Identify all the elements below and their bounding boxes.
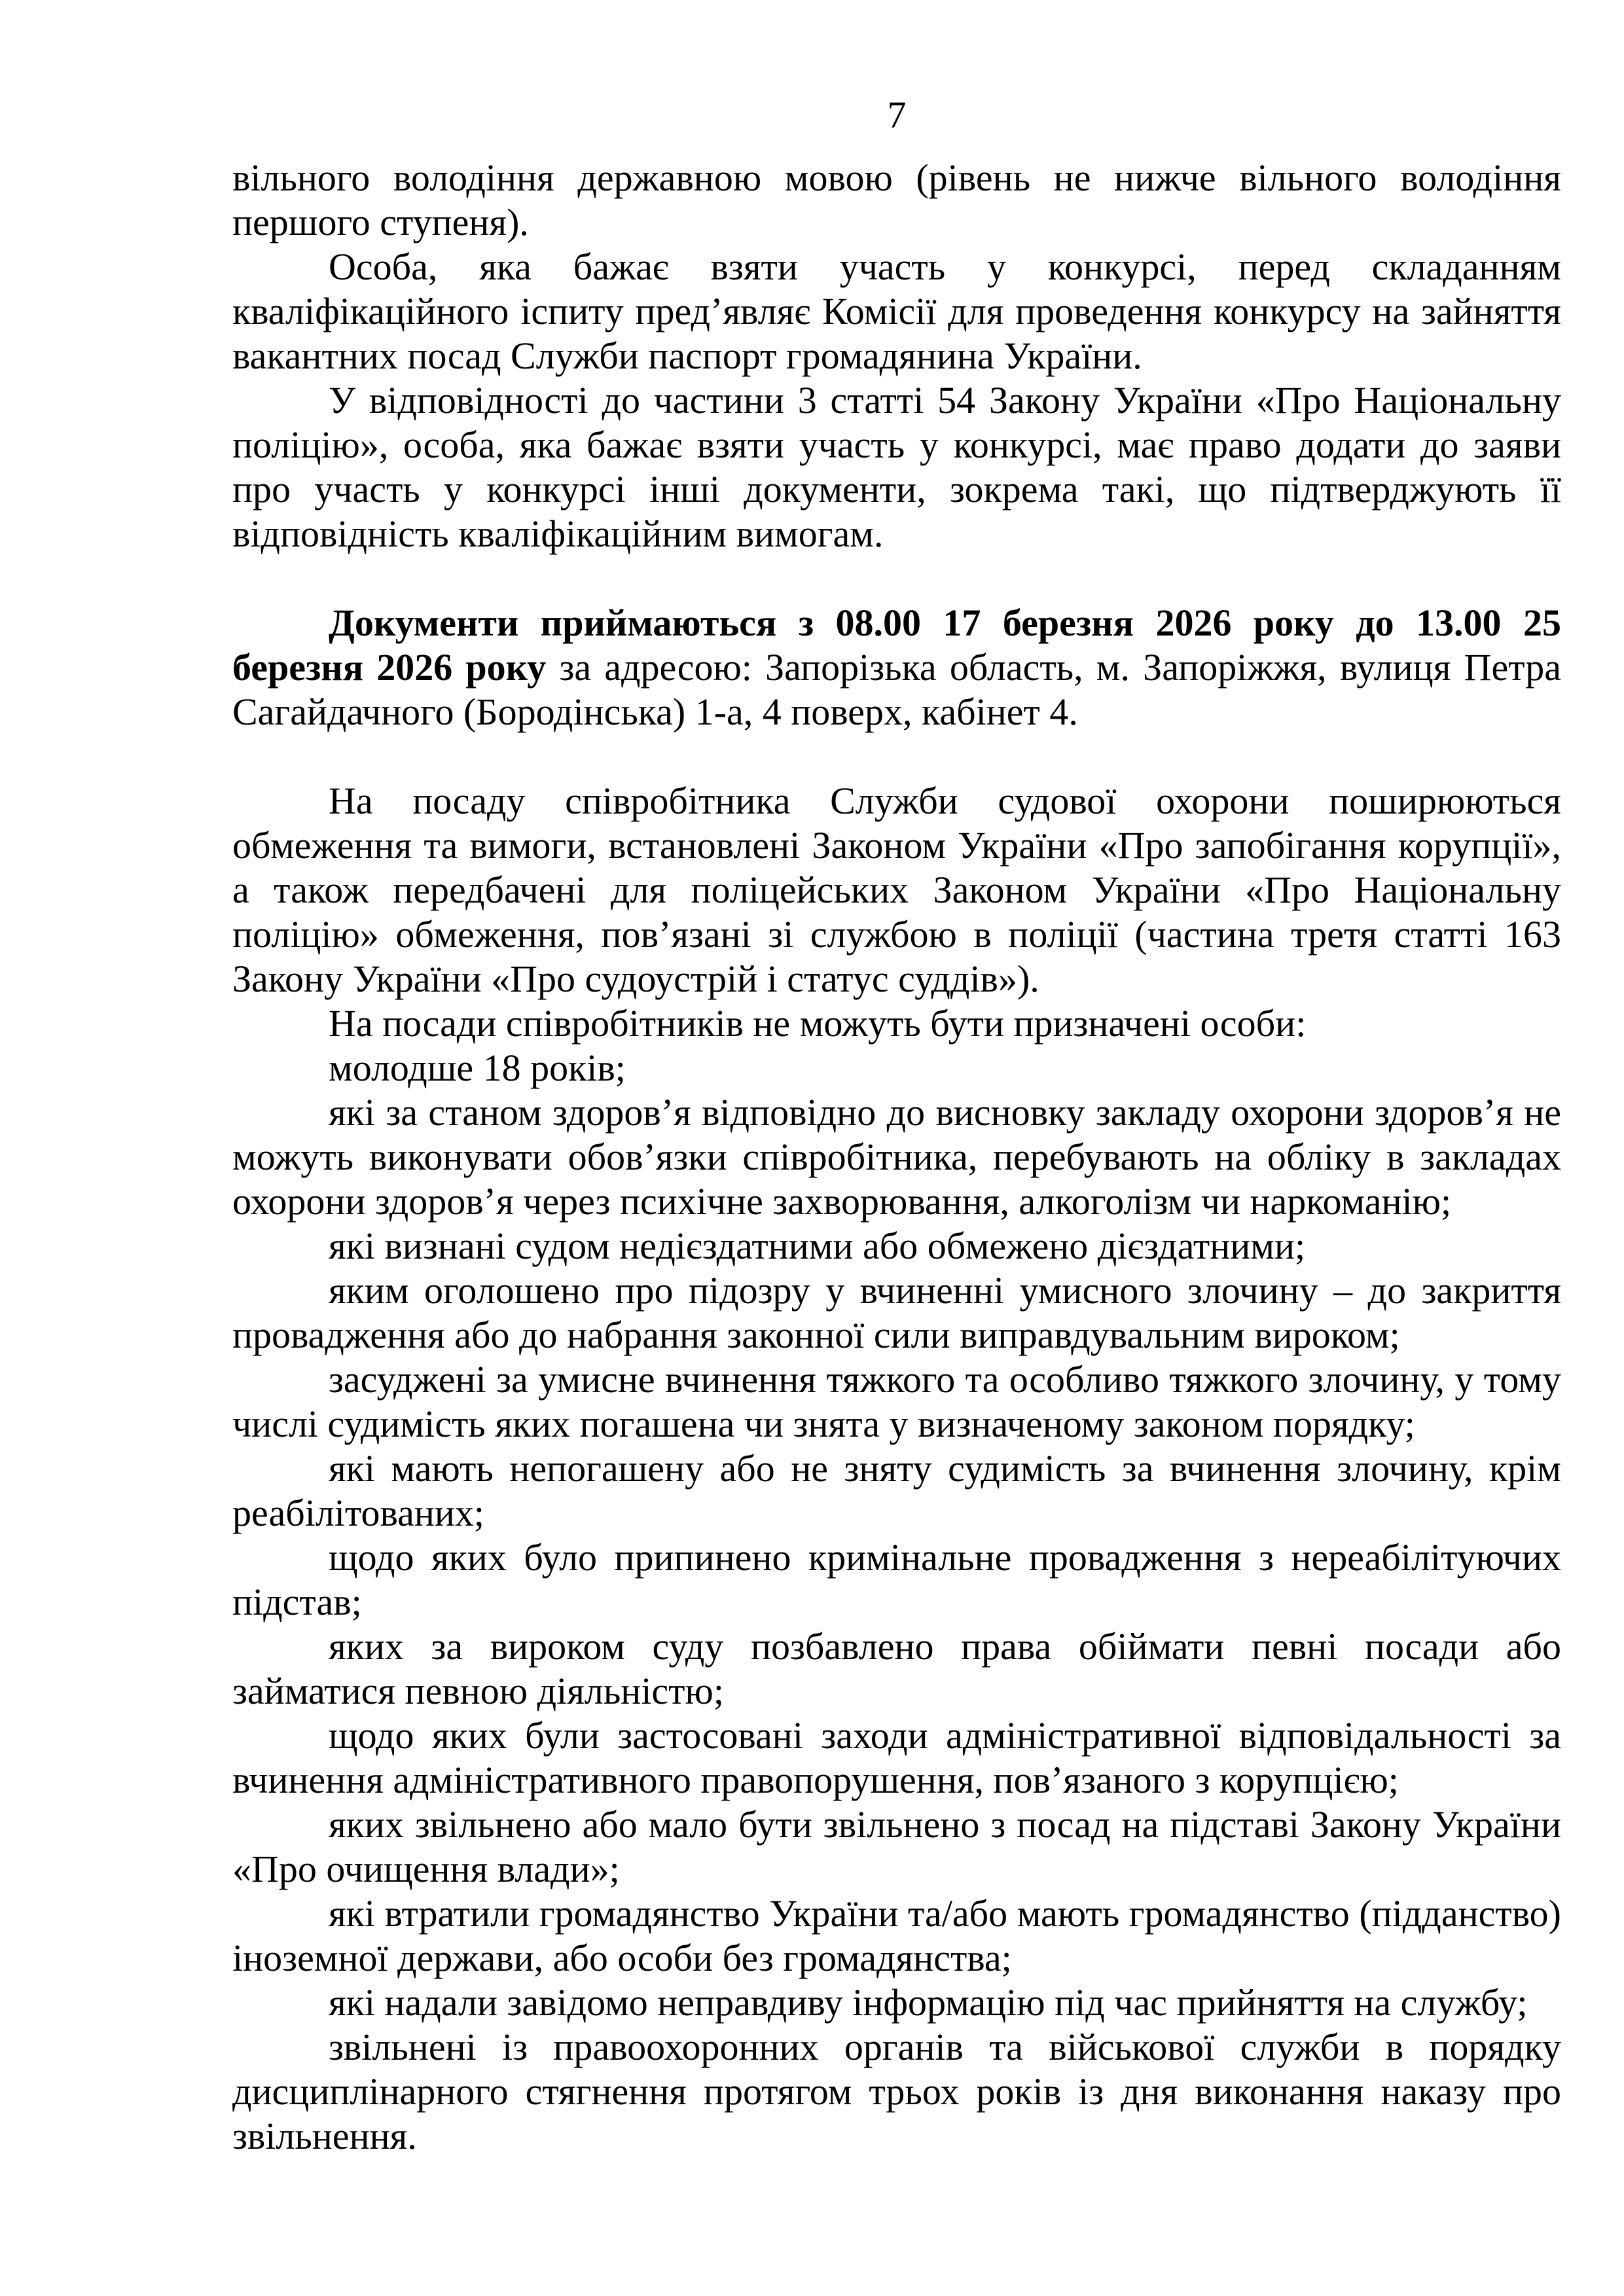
list-item-admin-corruption: щодо яких були застосовані заходи адміністративної відповідальності за вчинення адміністративного правопорушення, пов’язаного з корупцією; xyxy=(232,1714,1561,1801)
paragraph-ineligibility-intro: На посади співробітників не можуть бути призначені особи: xyxy=(329,1002,1307,1045)
list-item-suspicion: яким оголошено про підозру у вчиненні умисного злочину – до закриття провадження або до набрання законної сили виправдувальним вироком; xyxy=(232,1269,1561,1356)
list-item-court-ban: яких за вироком суду позбавлено права обіймати певні посади або займатися певною діяльністю; xyxy=(232,1625,1561,1712)
list-item-incapacity: які визнані судом недієздатними або обмежено дієздатними; xyxy=(329,1225,1306,1267)
deadline-address-text: за адресою: Запорізька область, м. Запоріжжя, вулиця Петра Сагайдачного (Бородінська) 1-а, 4 поверх, кабінет 4. xyxy=(232,646,1561,733)
list-item-under-18: молодше 18 років; xyxy=(329,1047,626,1089)
list-item-citizenship: які втратили громадянство України та/або мають громадянство (підданство) іноземної держави, або особи без громадянства; xyxy=(232,1892,1561,1979)
document-body xyxy=(232,156,1561,2159)
deadline-bold-text: Документи приймаються з 08.00 17 березня 2026 року до 13.00 25 березня 2026 року xyxy=(232,601,1561,689)
page-number: 7 xyxy=(887,94,907,136)
list-item-false-info: які надали завідомо неправдиву інформацію під час прийняття на службу; xyxy=(329,1981,1528,2024)
list-item-disciplinary-dismissal: звільнені із правоохоронних органів та військової служби в порядку дисциплінарного стягнення протягом трьох років із дня виконання наказу про звільнення. xyxy=(232,2026,1561,2157)
list-item-lustration: яких звільнено або мало бути звільнено з посад на підставі Закону України «Про очищення влади»; xyxy=(232,1803,1561,1890)
paragraph-application-procedure: Особа, яка бажає взяти участь у конкурсі, перед складанням кваліфікаційного іспиту пред’являє Комісії для проведення конкурсу на зайняття вакантних посад Служби паспорт громадянина України. xyxy=(232,245,1561,377)
list-item-criminal-record: які мають непогашену або не зняту судимість за вчинення злочину, крім реабілітованих; xyxy=(232,1447,1561,1534)
paragraph-language-level: вільного володіння державною мовою (рівень не нижче вільного володіння першого ступеня). xyxy=(232,156,1561,243)
paragraph-documents-deadline xyxy=(232,601,1561,734)
paragraph-additional-documents: У відповідності до частини 3 статті 54 Закону України «Про Національну поліцію», особа, яка бажає взяти участь у конкурсі, має право додати до заяви про участь у конкурсі інші документи, зокрема такі, що підтверджують її відповідність кваліфікаційним вимогам. xyxy=(232,379,1561,555)
list-item-terminated-proceedings: щодо яких було припинено кримінальне провадження з нереабілітуючих підстав; xyxy=(232,1536,1561,1623)
list-item-convicted: засуджені за умисне вчинення тяжкого та особливо тяжкого злочину, у тому числі судимість яких погашена чи знята у визначеному законом порядку; xyxy=(232,1358,1561,1445)
list-item-health: які за станом здоров’я відповідно до висновку закладу охорони здоров’я не можуть виконувати обов’язки співробітника, перебувають на обліку в закладах охорони здоров’я через психічне захворювання, алкоголізм чи наркоманію; xyxy=(232,1091,1561,1223)
paragraph-restrictions: На посаду співробітника Служби судової охорони поширюються обмеження та вимоги, встановлені Законом України «Про запобігання корупції», а також передбачені для поліцейських Законом України «Про Національну поліцію» обмеження, пов’язані зі службою в поліції (частина третя статті 163 Закону України «Про судоустрій і статус суддів»). xyxy=(232,780,1561,1000)
